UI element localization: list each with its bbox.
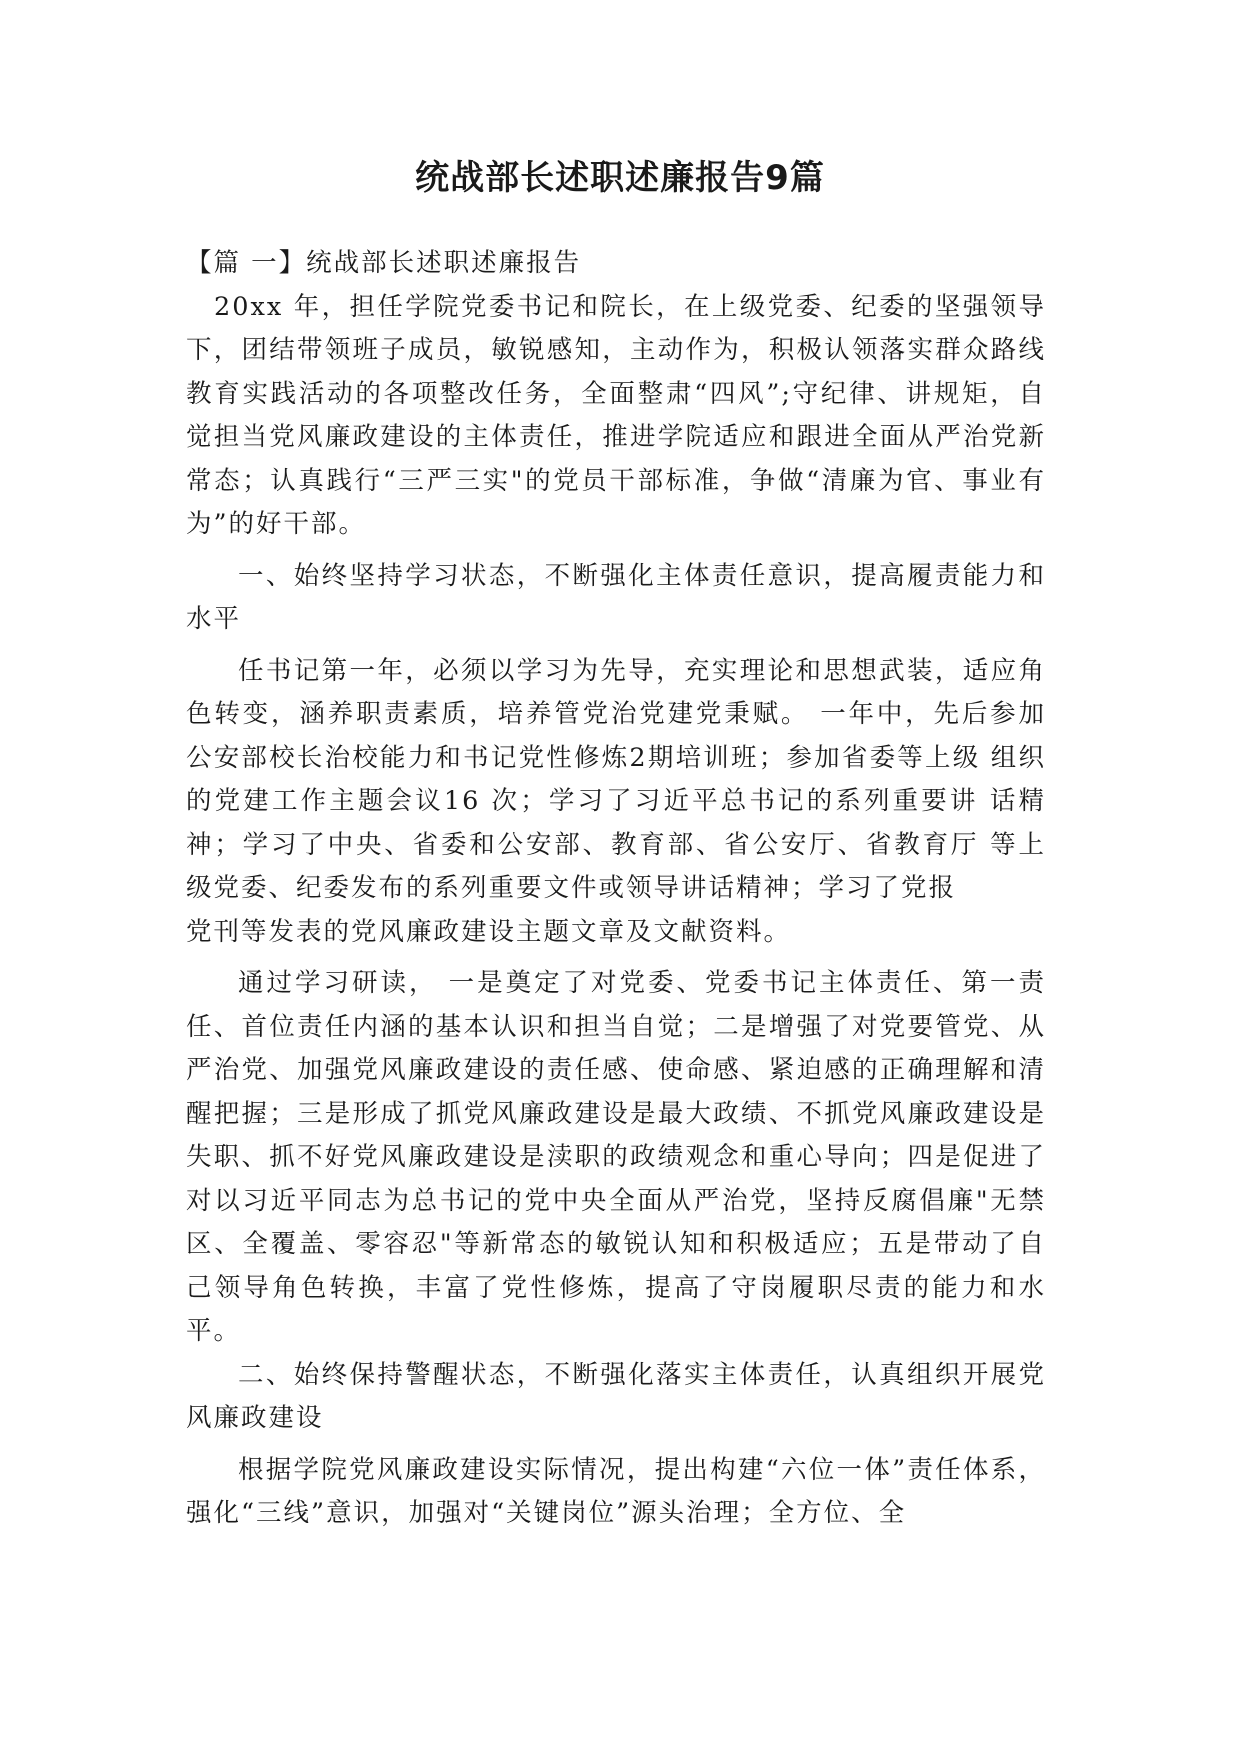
paragraph-intro: 20xx 年，担任学院党委书记和院长，在上级党委、纪委的坚强领导下，团结带领班子成员，敏锐感知，主动作为，积极认领落实群众路线教育实践活动的各项整改任务，全面整肃“四风”;守纪律、讲规矩，自觉担当党风廉政建设的主体责任，推进学院适应和跟进全面从严治党新常态；认真践行“三严三实"的党员干部标准，争做“清廉为官、事业有为”的好干部。: [186, 291, 1046, 539]
section-heading-one: 一、始终坚持学习状态，不断强化主体责任意识，提高履责能力和水平: [186, 560, 1046, 634]
section-heading-chapter-one: 【篇 一】统战部长述职述廉报告: [186, 248, 582, 278]
paragraph-study: 任书记第一年，必须以学习为先导，充实理论和思想武装，适应角色转变，涵养职责素质，培养管党治党建党秉赋。 一年中，先后参加公安部校长治校能力和书记党性修炼2期培训班；参加省委等上级 组织的党建工作主题会议16 次；学习了习近平总书记的系列重要讲 话精神；学习了中央、省委和公安部、教育部、省公安厅、省教育厅 等上级党委、纪委发布的系列重要文件或领导讲话精神；学习了党报: [186, 655, 1046, 903]
document-title: 统战部长述职述廉报告9篇: [415, 158, 825, 198]
paragraph-study-results: 通过学习研读， 一是奠定了对党委、党委书记主体责任、第一责任、首位责任内涵的基本认识和担当自觉；二是增强了对党要管党、从严治党、加强党风廉政建设的责任感、使命感、紧迫感的正确理解和清醒把握；三是形成了抓党风廉政建设是最大政绩、不抓党风廉政建设是失职、抓不好党风廉政建设是渎职的政绩观念和重心导向；四是促进了对以习近平同志为总书记的党中央全面从严治党，坚持反腐倡廉"无禁区、全覆盖、零容忍"等新常态的敏锐认知和积极适应；五是带动了自己领导角色转换，丰富了党性修炼，提高了守岗履职尽责的能力和水平。: [186, 968, 1046, 1346]
paragraph-responsibility: 根据学院党风廉政建设实际情况，提出构建“六位一体”责任体系，强化“三线”意识，加强对“关键岗位”源头治理；全方位、全: [186, 1454, 1046, 1528]
paragraph-study-continued: 党刊等发表的党风廉政建设主题文章及文献资料。: [186, 916, 792, 947]
section-heading-two: 二、始终保持警醒状态，不断强化落实主体责任，认真组织开展党风廉政建设: [186, 1359, 1046, 1433]
document-body: [186, 242, 1046, 1536]
